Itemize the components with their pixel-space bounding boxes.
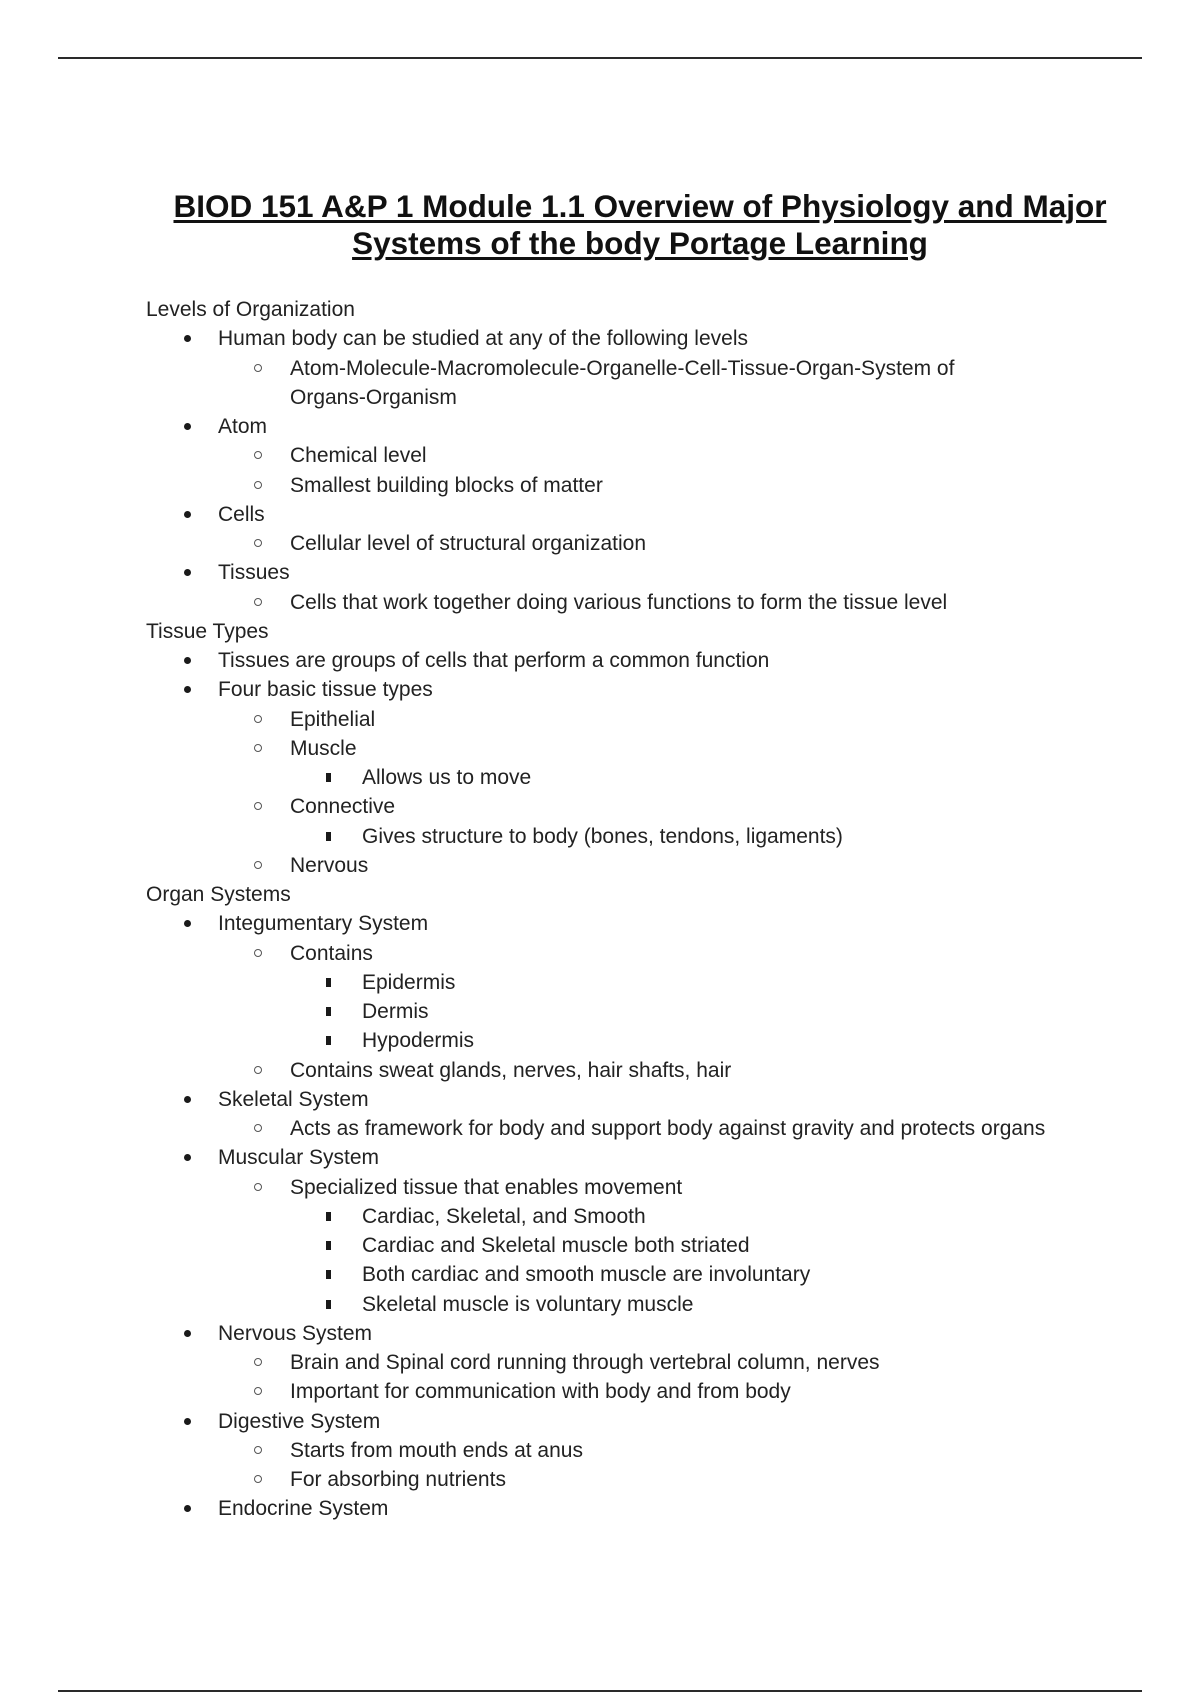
bullet-dot-icon xyxy=(184,1330,191,1337)
line-text: Digestive System xyxy=(218,1409,381,1433)
bullet-dot-icon xyxy=(184,569,191,576)
line-text: Tissues xyxy=(218,561,290,585)
bullet-circle-icon xyxy=(254,744,262,752)
line-text: For absorbing nutrients xyxy=(290,1468,506,1491)
line-text: Human body can be studied at any of the following levels xyxy=(218,327,748,351)
list-item-level-1 xyxy=(146,675,1146,704)
line-text: Skeletal System xyxy=(218,1087,369,1111)
section-heading xyxy=(146,295,1146,324)
line-text: Atom-Molecule-Macromolecule-Organelle-Cell-Tissue-Organ-System of xyxy=(290,356,955,380)
list-item-level-3 xyxy=(146,763,1146,792)
line-text: Gives structure to body (bones, tendons, ligaments) xyxy=(362,824,843,848)
list-item-level-2 xyxy=(146,734,1146,763)
bullet-circle-icon xyxy=(254,1475,262,1483)
line-text: Cellular level of structural organization xyxy=(290,532,647,555)
bullet-circle-icon xyxy=(254,715,262,723)
list-item-level-3 xyxy=(146,1231,1146,1260)
line-text: Tissue Types xyxy=(146,619,269,643)
bullet-dot-icon xyxy=(184,335,191,342)
bullet-circle-icon xyxy=(254,364,262,372)
list-item-level-3 xyxy=(146,1260,1146,1289)
list-item-level-3 xyxy=(146,1026,1146,1055)
bullet-square-icon xyxy=(326,1007,331,1016)
bullet-circle-icon xyxy=(254,1124,262,1132)
list-item-level-2 xyxy=(146,1465,1146,1494)
document-title xyxy=(140,188,1140,262)
list-item-level-2 xyxy=(146,851,1146,880)
line-text: Nervous xyxy=(290,853,369,877)
list-item-level-2 xyxy=(146,441,1146,470)
line-text: Cells that work together doing various functions to form the tissue level xyxy=(290,590,948,614)
top-rule xyxy=(58,57,1142,59)
bullet-square-icon xyxy=(326,978,331,987)
bullet-dot-icon xyxy=(184,511,191,518)
line-text: Organs-Organism xyxy=(290,385,457,409)
list-item-level-3 xyxy=(146,822,1146,851)
list-item-level-1 xyxy=(146,500,1146,529)
line-text: Chemical level xyxy=(290,444,427,468)
line-text: Epidermis xyxy=(362,970,456,994)
line-text: Connective xyxy=(290,795,396,819)
line-text: Acts as framework for body and support body against gravity and protects organs xyxy=(290,1117,1046,1140)
list-item-level-1 xyxy=(146,412,1146,441)
title-line-1: BIOD 151 A&P 1 Module 1.1 Overview of Physiology and Major xyxy=(173,188,1107,224)
list-item-level-2 xyxy=(146,1348,1146,1377)
document-body xyxy=(146,295,1146,1524)
bullet-square-icon xyxy=(326,1270,331,1279)
line-text: Nervous System xyxy=(218,1321,373,1345)
line-text: Smallest building blocks of matter xyxy=(290,473,603,497)
bullet-dot-icon xyxy=(184,657,191,664)
list-item-level-2 xyxy=(146,705,1146,734)
list-item-level-3 xyxy=(146,1290,1146,1319)
line-text: Tissues are groups of cells that perform a common function xyxy=(218,649,770,672)
line-text: Four basic tissue types xyxy=(218,678,433,702)
bullet-circle-icon xyxy=(254,451,262,459)
line-text: Contains sweat glands, nerves, hair shafts, hair xyxy=(290,1058,732,1082)
bullet-square-icon xyxy=(326,1300,331,1309)
bullet-square-icon xyxy=(326,1212,331,1221)
bullet-dot-icon xyxy=(184,1418,191,1425)
line-text: Integumentary System xyxy=(218,912,429,936)
bullet-dot-icon xyxy=(184,1154,191,1161)
list-item-level-3 xyxy=(146,1202,1146,1231)
line-text: Endocrine System xyxy=(218,1497,389,1521)
list-item-level-1 xyxy=(146,324,1146,353)
line-text: Important for communication with body and from body xyxy=(290,1380,791,1404)
bullet-circle-icon xyxy=(254,1446,262,1454)
bullet-circle-icon xyxy=(254,1387,262,1395)
list-item-level-2 xyxy=(146,939,1146,968)
bullet-circle-icon xyxy=(254,481,262,489)
list-item-level-1 xyxy=(146,1143,1146,1172)
line-text: Hypodermis xyxy=(362,1029,475,1053)
line-text: Atom xyxy=(218,415,268,438)
list-item-level-2 xyxy=(146,1436,1146,1465)
line-text: Levels of Organization xyxy=(146,298,355,321)
bullet-circle-icon xyxy=(254,802,262,810)
bullet-dot-icon xyxy=(184,1505,191,1512)
list-item-level-1 xyxy=(146,646,1146,675)
list-item-level-1 xyxy=(146,909,1146,938)
bullet-circle-icon xyxy=(254,1066,262,1074)
bullet-circle-icon xyxy=(254,1358,262,1366)
list-item-level-2 xyxy=(146,1173,1146,1202)
list-item-level-2 xyxy=(146,529,1146,558)
list-item-level-2 xyxy=(146,471,1146,500)
list-item-continuation xyxy=(146,383,1146,412)
line-text: Cells xyxy=(218,502,265,526)
bullet-dot-icon xyxy=(184,686,191,693)
section-heading xyxy=(146,617,1146,646)
line-text: Brain and Spinal cord running through vertebral column, nerves xyxy=(290,1351,880,1374)
bullet-circle-icon xyxy=(254,539,262,547)
bullet-dot-icon xyxy=(184,423,191,430)
line-text: Specialized tissue that enables movement xyxy=(290,1175,683,1199)
list-item-level-2 xyxy=(146,588,1146,617)
line-text: Contains xyxy=(290,941,373,965)
line-text: Cardiac and Skeletal muscle both striated xyxy=(362,1234,750,1257)
bullet-square-icon xyxy=(326,1241,331,1250)
title-line-2: Systems of the body Portage Learning xyxy=(352,225,928,261)
list-item-level-2 xyxy=(146,1056,1146,1085)
bottom-rule xyxy=(58,1690,1142,1692)
list-item-level-1 xyxy=(146,1407,1146,1436)
line-text: Both cardiac and smooth muscle are involuntary xyxy=(362,1263,811,1287)
bullet-square-icon xyxy=(326,832,331,841)
bullet-circle-icon xyxy=(254,949,262,957)
line-text: Allows us to move xyxy=(362,766,532,789)
list-item-level-2 xyxy=(146,354,1146,383)
line-text: Starts from mouth ends at anus xyxy=(290,1438,583,1462)
list-item-level-1 xyxy=(146,558,1146,587)
line-text: Organ Systems xyxy=(146,883,291,906)
line-text: Dermis xyxy=(362,1000,429,1023)
section-heading xyxy=(146,880,1146,909)
list-item-level-2 xyxy=(146,1114,1146,1143)
bullet-dot-icon xyxy=(184,920,191,927)
list-item-level-3 xyxy=(146,997,1146,1026)
bullet-circle-icon xyxy=(254,861,262,869)
list-item-level-1 xyxy=(146,1085,1146,1114)
list-item-level-2 xyxy=(146,792,1146,821)
bullet-circle-icon xyxy=(254,598,262,606)
line-text: Cardiac, Skeletal, and Smooth xyxy=(362,1204,646,1228)
line-text: Skeletal muscle is voluntary muscle xyxy=(362,1292,694,1316)
bullet-circle-icon xyxy=(254,1183,262,1191)
list-item-level-3 xyxy=(146,968,1146,997)
list-item-level-2 xyxy=(146,1377,1146,1406)
line-text: Epithelial xyxy=(290,707,376,731)
line-text: Muscular System xyxy=(218,1146,380,1170)
list-item-level-1 xyxy=(146,1319,1146,1348)
line-text: Muscle xyxy=(290,736,357,760)
bullet-dot-icon xyxy=(184,1096,191,1103)
bullet-square-icon xyxy=(326,1036,331,1045)
bullet-square-icon xyxy=(326,773,331,782)
list-item-level-1 xyxy=(146,1494,1146,1523)
